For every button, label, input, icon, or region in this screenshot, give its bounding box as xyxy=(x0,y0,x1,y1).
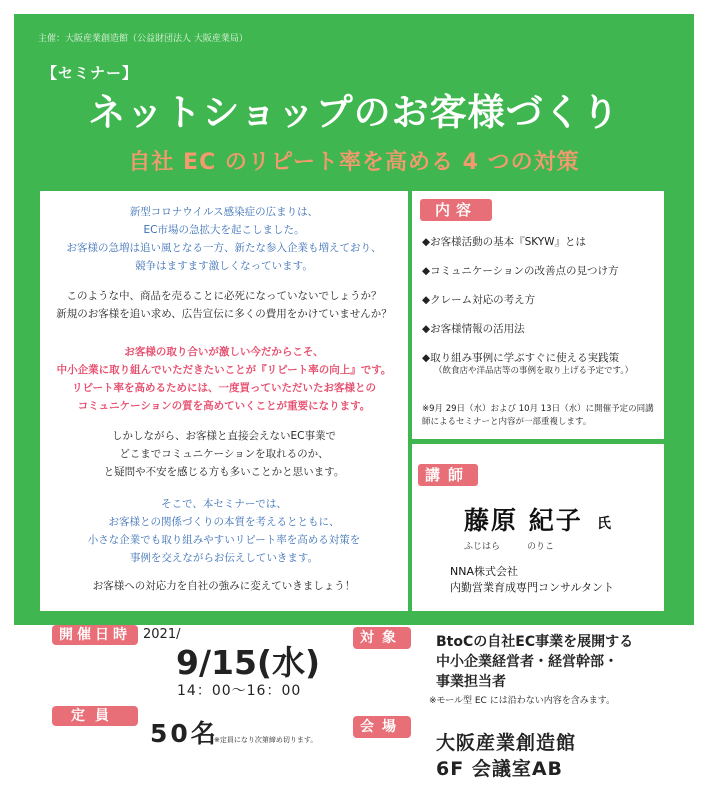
description-paragraph-2: このような中、商品を売ることに必死になっていないでしょうか？ 新規のお客様を追い求め、広告宣伝に多くの費用をかけていませんか？ xyxy=(56,290,392,320)
content-item xyxy=(422,351,660,377)
lecturer-affiliation xyxy=(450,564,614,596)
lecturer-position: 内勤営業育成専門コンサルタント xyxy=(450,581,615,594)
organizer-text: 主催：大阪産業創造館（公益財団法人 大阪産業局） xyxy=(38,34,248,44)
seminar-tag: 【セミナー】 xyxy=(42,64,139,82)
description-paragraph-3: お客様の取り合いが激しい今だからこそ、 中小企業に取り組んでいただきたいことが『リピート率の向上』です。 リピート率を高めるためには、一度買っていただいたお客様との コミュニケーションの質を高めていくことが重要になります。 xyxy=(56,346,392,412)
page-title: ネットショップのお客様づくり xyxy=(88,91,620,134)
target-text: BtoCの自社EC事業を展開する 中小企業経営者・経営幹部・ 事業担当者 xyxy=(436,634,634,690)
content-item-text: ◆クレーム対応の考え方 xyxy=(422,294,536,306)
content-item xyxy=(422,322,660,336)
content-box xyxy=(412,191,664,439)
description-box xyxy=(40,191,408,611)
lecturer-name: 藤原 紀子 xyxy=(464,506,583,535)
capacity-value: 50名 xyxy=(150,719,219,748)
venue-text: 大阪産業創造館 6F 会議室AB xyxy=(436,732,577,780)
target-note: ※モール型 EC には沿わない内容を含みます。 xyxy=(429,696,615,706)
lecturer-box xyxy=(412,444,664,611)
lecturer-honorific: 氏 xyxy=(597,516,611,532)
capacity-note: ※定員になり次第締め切ります。 xyxy=(214,736,318,744)
venue-badge: 会場 xyxy=(353,716,411,738)
description-paragraph-6: お客様への対応力を自社の強みに変えていきましょう！ xyxy=(92,580,356,592)
content-footnote: ※9月 29日（水）および 10月 13日（水）に開催予定の同講師によるセミナーと内容が一部重複します。 xyxy=(422,404,654,427)
description-paragraph-5: そこで、本セミナーでは、 お客様との関係づくりの本質を考えるとともに、 小さな企業でも取り組みやすいリピート率を高める対策を 事例を交えながらお伝えしていきます。 xyxy=(87,498,361,564)
content-item-text: ◆お客様情報の活用法 xyxy=(422,323,525,335)
page-subtitle: 自社 EC のリピート率を高める 4 つの対策 xyxy=(128,150,580,175)
content-item-text: ◆取り組み事例に学ぶすぐに使える実践策 xyxy=(422,352,620,364)
lecturer-company: NNA株式会社 xyxy=(450,565,518,578)
content-item xyxy=(422,293,660,307)
lecturer-badge: 講師 xyxy=(418,464,478,486)
content-item xyxy=(422,235,660,249)
content-item xyxy=(422,264,660,278)
capacity-badge: 定員 xyxy=(52,706,138,726)
lecturer-kana: ふじはら のりこ xyxy=(464,542,555,552)
content-list xyxy=(422,235,660,392)
content-item-text: ◆お客様活動の基本『SKYW』とは xyxy=(422,236,587,248)
event-year: 2021/ xyxy=(143,627,181,642)
content-item-text: ◆コミュニケーションの改善点の見つけ方 xyxy=(422,265,619,277)
event-date: 9/15(水) xyxy=(176,643,321,682)
description-paragraph-4: しかしながら、お客様と直接会えないEC事業で どこまでコミュニケーションを取れるのか、 と疑問や不安を感じる方も多いことかと思います。 xyxy=(103,430,345,478)
target-badge: 対象 xyxy=(353,627,411,649)
date-badge: 開催日時 xyxy=(52,625,138,645)
description-paragraph-1: 新型コロナウイルス感染症の広まりは、 EC市場の急拡大を起こしました。 お客様の急増は追い風となる一方、新たな参入企業も増えており、 競争はますます激しくなっています。 xyxy=(66,206,382,272)
content-item-note: （飲食店や洋品店等の事例を取り上げる予定です。） xyxy=(434,366,634,376)
content-badge: 内容 xyxy=(420,199,492,221)
event-time: 14：00〜16：00 xyxy=(177,683,302,699)
